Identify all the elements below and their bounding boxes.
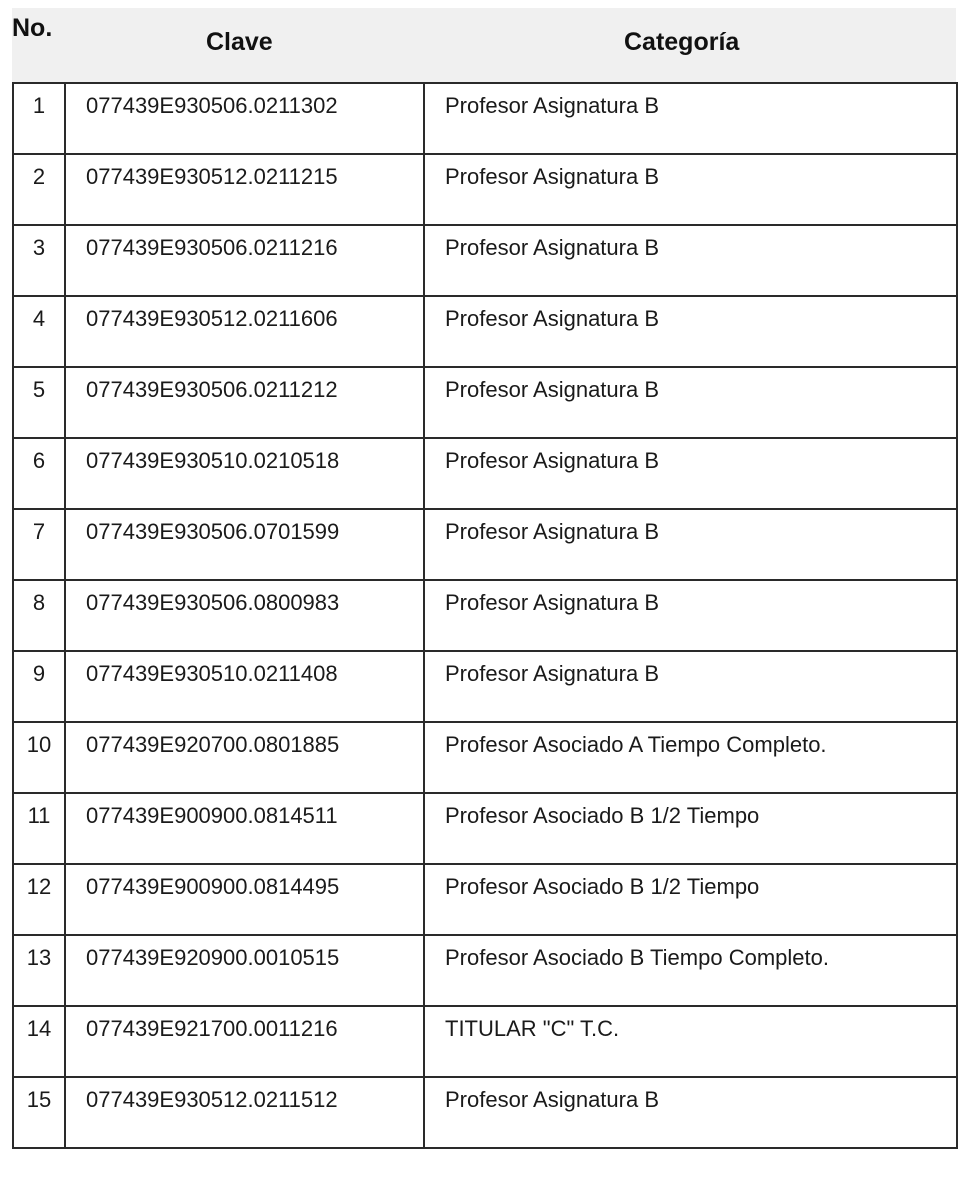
row-categoria: Profesor Asociado A Tiempo Completo.	[445, 732, 827, 757]
row-clave: 077439E930506.0701599	[86, 519, 340, 544]
row-categoria: Profesor Asignatura B	[445, 519, 660, 544]
table-row	[13, 154, 957, 225]
table-row	[13, 651, 957, 722]
row-clave-cell	[65, 1006, 424, 1077]
row-categoria: Profesor Asignatura B	[445, 164, 660, 189]
row-clave: 077439E930512.0211215	[86, 164, 338, 189]
row-categoria: TITULAR "C" T.C.	[445, 1016, 620, 1041]
row-number-cell	[13, 935, 65, 1006]
row-number-cell	[13, 296, 65, 367]
positions-table	[12, 82, 958, 1149]
row-number-cell	[13, 438, 65, 509]
row-clave-cell	[65, 1077, 424, 1148]
row-number-cell	[13, 1077, 65, 1148]
row-number-cell	[13, 509, 65, 580]
table-row	[13, 296, 957, 367]
row-categoria-cell	[424, 722, 957, 793]
row-categoria: Profesor Asociado B 1/2 Tiempo	[445, 803, 760, 828]
table-row	[13, 1077, 957, 1148]
row-number: 6	[32, 448, 46, 473]
row-clave: 077439E900900.0814511	[86, 803, 338, 828]
row-number: 4	[32, 306, 46, 331]
row-categoria: Profesor Asignatura B	[445, 93, 660, 118]
row-clave: 077439E930506.0800983	[86, 590, 340, 615]
table-row	[13, 935, 957, 1006]
table-row	[13, 580, 957, 651]
row-clave: 077439E930506.0211216	[86, 235, 338, 260]
table-row	[13, 864, 957, 935]
table-row	[13, 83, 957, 154]
row-categoria: Profesor Asignatura B	[445, 377, 660, 402]
row-categoria: Profesor Asignatura B	[445, 661, 660, 686]
row-number-cell	[13, 1006, 65, 1077]
row-categoria-cell	[424, 438, 957, 509]
row-clave-cell	[65, 651, 424, 722]
row-number-cell	[13, 580, 65, 651]
row-clave-cell	[65, 83, 424, 154]
row-clave: 077439E930512.0211512	[86, 1087, 338, 1112]
row-number: 8	[32, 590, 46, 615]
row-clave-cell	[65, 793, 424, 864]
row-categoria: Profesor Asociado B Tiempo Completo.	[445, 945, 829, 970]
row-clave: 077439E930512.0211606	[86, 306, 338, 331]
row-clave-cell	[65, 438, 424, 509]
row-clave: 077439E930510.0210518	[86, 448, 340, 473]
row-clave: 077439E920900.0010515	[86, 945, 340, 970]
row-clave-cell	[65, 367, 424, 438]
row-categoria-cell	[424, 367, 957, 438]
row-clave: 077439E930506.0211212	[86, 377, 338, 402]
table-row	[13, 438, 957, 509]
row-clave: 077439E930510.0211408	[86, 661, 338, 686]
row-number: 13	[26, 945, 52, 970]
header-clave: Clave	[206, 28, 273, 56]
row-categoria-cell	[424, 509, 957, 580]
row-categoria: Profesor Asignatura B	[445, 235, 660, 260]
row-number: 1	[32, 93, 46, 118]
header-categoria: Categoría	[624, 28, 740, 56]
row-number: 2	[32, 164, 46, 189]
row-categoria: Profesor Asignatura B	[445, 1087, 660, 1112]
table-row	[13, 367, 957, 438]
row-clave-cell	[65, 509, 424, 580]
row-clave: 077439E921700.0011216	[86, 1016, 338, 1041]
row-clave-cell	[65, 154, 424, 225]
row-number-cell	[13, 367, 65, 438]
header-no: No.	[12, 14, 53, 42]
row-categoria-cell	[424, 1077, 957, 1148]
row-categoria: Profesor Asignatura B	[445, 448, 660, 473]
row-categoria: Profesor Asignatura B	[445, 306, 660, 331]
row-clave-cell	[65, 580, 424, 651]
row-number-cell	[13, 651, 65, 722]
table-header-band	[12, 8, 956, 82]
row-categoria-cell	[424, 296, 957, 367]
table-row	[13, 1006, 957, 1077]
row-categoria-cell	[424, 154, 957, 225]
row-categoria: Profesor Asignatura B	[445, 590, 660, 615]
row-categoria-cell	[424, 225, 957, 296]
row-number: 12	[26, 874, 52, 899]
row-clave: 077439E930506.0211302	[86, 93, 338, 118]
row-number: 10	[26, 732, 52, 757]
row-number: 3	[32, 235, 46, 260]
row-categoria-cell	[424, 651, 957, 722]
table-body	[13, 83, 957, 1148]
row-number: 15	[26, 1087, 52, 1112]
row-clave: 077439E920700.0801885	[86, 732, 340, 757]
row-number-cell	[13, 225, 65, 296]
row-number: 7	[32, 519, 46, 544]
row-clave-cell	[65, 864, 424, 935]
table-row	[13, 793, 957, 864]
row-number-cell	[13, 722, 65, 793]
row-categoria: Profesor Asociado B 1/2 Tiempo	[445, 874, 760, 899]
table-row	[13, 722, 957, 793]
row-number-cell	[13, 793, 65, 864]
row-categoria-cell	[424, 793, 957, 864]
row-clave-cell	[65, 225, 424, 296]
row-clave-cell	[65, 722, 424, 793]
row-number-cell	[13, 154, 65, 225]
table-row	[13, 225, 957, 296]
row-number: 9	[32, 661, 46, 686]
row-number-cell	[13, 83, 65, 154]
row-categoria-cell	[424, 935, 957, 1006]
row-number-cell	[13, 864, 65, 935]
row-categoria-cell	[424, 580, 957, 651]
row-number: 14	[26, 1016, 52, 1041]
row-categoria-cell	[424, 864, 957, 935]
table-row	[13, 509, 957, 580]
row-number: 5	[32, 377, 46, 402]
row-categoria-cell	[424, 83, 957, 154]
row-clave-cell	[65, 935, 424, 1006]
row-clave-cell	[65, 296, 424, 367]
row-number: 11	[27, 803, 51, 828]
row-categoria-cell	[424, 1006, 957, 1077]
row-clave: 077439E900900.0814495	[86, 874, 340, 899]
